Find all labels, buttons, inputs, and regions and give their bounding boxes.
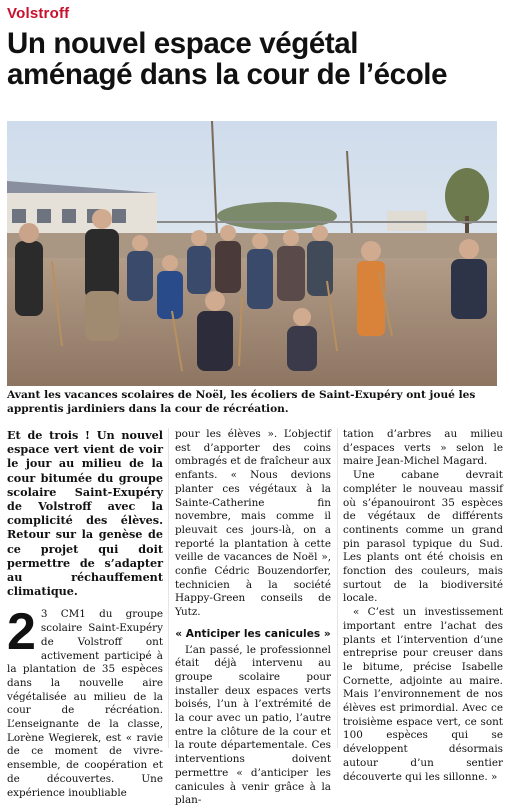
body-opening [7, 603, 163, 800]
drop-cap: 2 [7, 603, 36, 662]
article-column-1 [7, 428, 163, 799]
photo-caption: Avant les vacances scolaires de Noël, les écoliers de Saint-Exupéry ont joué les apprentis jardiniers dans la cour de récréation. [7, 389, 476, 415]
body-paragraph: 3 CM1 du groupe scolaire Saint-Exupéry de Volstroff ont activement participé à la plantation de 35 espèces dans la nouvelle aire végétalisée au milieu de la cour de récréation. L’enseignante de la classe, Lorène Wegierek, est « ravie de ce moment de vivre-ensemble, de coopération et de découvertes. Une expérience inoubliable [7, 608, 163, 799]
body-paragraph: Une cabane devrait compléter le nouveau massif où s’épanouiront 35 espèces de végétaux de différents continents comme un grand pin parasol typique du Sud. Les plants ont été choisis en fonction des couleurs, mais surtout de la biodiversité locale. [343, 469, 503, 605]
body-paragraph: tation d’arbres au milieu d’espaces verts » selon le maire Jean-Michel Magard. [343, 428, 503, 468]
article-column-3 [343, 428, 503, 783]
lead-paragraph: Et de trois ! Un nouvel espace vert vient de voir le jour au milieu de la cour bitumée du groupe scolaire Saint-Exupéry de Volstroff avec la complicité des élèves. Retour sur la genèse de ce projet qui doit permettre de s’adapter au réchauffement climatique. [7, 428, 163, 599]
headline-line-1: Un nouvel espace végétal [7, 27, 359, 60]
subheading: « Anticiper les canicules » [175, 627, 331, 640]
article-column-2 [175, 428, 331, 807]
photo-illustration [7, 121, 497, 386]
headline [7, 28, 507, 90]
section-kicker: Volstroff [7, 5, 70, 22]
body-paragraph: pour les élèves ». L’objectif est d’apporter des coins ombragés et de fraîcheur aux enfants. « Nous devions planter ces végétaux à la Sainte-Catherine fin novembre, mais comme il pleuvait ces jours-là, on a reporté la plantation à cette veille de vacances de Noël », confie Cédric Bouzendorfer, technicien à la société Happy-Green conseils de Yutz. [175, 428, 331, 619]
headline-line-2: aménagé dans la cour de l’école [7, 58, 448, 91]
column-divider [337, 428, 338, 748]
column-divider [168, 428, 169, 748]
body-paragraph: L’an passé, le professionnel était déjà intervenu au groupe scolaire pour installer deux espaces verts boisés, l’un à l’extrémité de la cour avec un patio, l’autre entre la clôture de la cour et la route départementale. Ces interventions doivent permettre « d’anticiper les canicules à venir grâce à la plan- [175, 643, 331, 807]
body-paragraph: « C’est un investissement important entre l’achat des plants et l’intervention d’une entreprise pour creuser dans le bitume, précise Isabelle Cornette, adjointe au maire. Mais l’environnement de nos élèves est primordial. Avec ce troisième espace vert, ce sont 100 espèces qui se développent désormais autour d’un sentier découverte qui les sillonne. » [343, 606, 503, 783]
article-photo [7, 121, 497, 386]
